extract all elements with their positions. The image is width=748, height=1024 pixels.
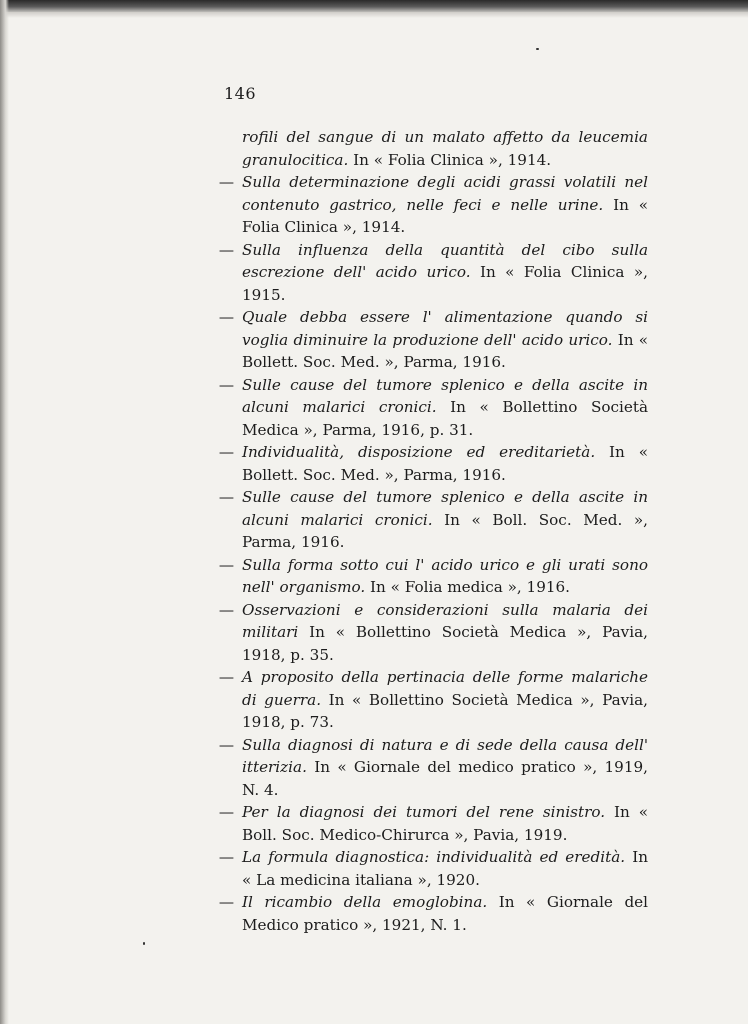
entry-title: Quale debba essere l' alimentazione quando si voglia diminuire la produzione dell' acido urico. [242, 308, 648, 349]
entry-title: Sulla determinazione degli acidi grassi volatili nel contenuto gastrico, nelle feci e nelle urine. [242, 173, 648, 214]
entry-dash: — [218, 173, 234, 191]
entry-citation: In « Giornale del medico pratico », 1919, N. 4. [242, 758, 648, 799]
bibliography-entry [204, 306, 648, 374]
entry-dash: — [218, 240, 234, 259]
entry-title: Sulle cause del tumore splenico e della ascite in alcuni malarici cronici. [242, 488, 648, 529]
entry-dash: — [218, 443, 234, 461]
entry-citation: In « Folia medica », 1916. [370, 578, 571, 596]
bibliography-entry [204, 441, 648, 486]
entry-title: Osservazioni e considerazioni sulla malaria dei militari [242, 600, 648, 641]
entry-dash: — [218, 308, 234, 326]
entry-title: La formula diagnostica: individualità ed eredità. [242, 848, 626, 866]
entry-citation: In « Boll. Soc. Med. », Parma, 1916. [242, 510, 648, 551]
entry-citation: In « Giornale del Medico pratico », 1921, N. 1. [242, 893, 649, 934]
scan-top-shadow [0, 12, 748, 18]
bibliography-entry [204, 126, 648, 171]
entry-title: Sulle cause del tumore splenico e della ascite in alcuni malarici cronici. [242, 375, 648, 416]
scan-speck [536, 48, 539, 50]
bibliography-entry [204, 666, 648, 734]
entry-citation: In « Bollett. Soc. Med. », Parma, 1916. [242, 443, 649, 484]
bibliography-entry [204, 891, 648, 936]
entry-title: Per la diagnosi dei tumori del rene sinistro. [242, 803, 606, 821]
entry-citation: In « Bollettino Società Medica », Pavia, 1918, p. 35. [242, 623, 648, 664]
entry-citation: In « La medicina italiana », 1920. [242, 848, 648, 889]
entry-citation: In « Boll. Soc. Medico-Chirurca », Pavia, 1919. [242, 803, 648, 844]
bibliography-entry [204, 486, 648, 554]
entry-title: A proposito della pertinacia delle forme malariche di guerra. [242, 668, 648, 709]
scan-left-border [0, 0, 9, 1024]
entry-dash: — [218, 735, 234, 754]
bibliography-entry [204, 846, 648, 891]
bibliography-entry [204, 734, 648, 802]
entry-citation: In « Bollett. Soc. Med. », Parma, 1916. [242, 330, 649, 371]
entry-dash: — [218, 600, 234, 619]
bibliography-entry [204, 374, 648, 442]
entry-citation: In « Folia Clinica », 1914. [242, 195, 649, 236]
entry-dash: — [218, 375, 234, 394]
bibliography-entry [204, 554, 648, 599]
entry-citation: In « Folia Clinica », 1914. [353, 150, 552, 169]
scan-speck [143, 942, 145, 945]
page-number: 146 [224, 84, 257, 103]
entry-dash: — [218, 555, 234, 574]
entry-citation: In « Bollettino Società Medica », Pavia, 1918, p. 73. [242, 690, 648, 731]
scan-top-border [0, 0, 748, 12]
entry-dash: — [218, 668, 234, 686]
bibliography-entry [204, 239, 648, 307]
entry-dash: — [218, 848, 234, 866]
entry-title: Sulla diagnosi di natura e di sede della causa dell' itterizia. [242, 735, 648, 776]
bibliography-list [204, 126, 648, 936]
entry-title: Individualità, disposizione ed ereditarietà. [242, 443, 596, 461]
entry-dash: — [218, 803, 234, 821]
entry-citation: In « Bollettino Società Medica », Parma, 1916, p. 31. [242, 398, 648, 439]
bibliography-entry [204, 801, 648, 846]
entry-dash: — [218, 893, 234, 911]
entry-title: rofili del sangue di un malato affetto da leucemia granulocitica. [242, 128, 648, 169]
entry-dash: — [218, 488, 234, 506]
entry-title: Il ricambio della emoglobina. [242, 893, 488, 911]
entry-title: Sulla influenza della quantità del cibo sulla escrezione dell' acido urico. [242, 240, 648, 281]
bibliography-entry [204, 599, 648, 667]
entry-title: Sulla forma sotto cui l' acido urico e gli urati sono nell' organismo. [242, 555, 648, 596]
entry-citation: In « Folia Clinica », 1915. [242, 263, 648, 304]
bibliography-entry [204, 171, 648, 239]
